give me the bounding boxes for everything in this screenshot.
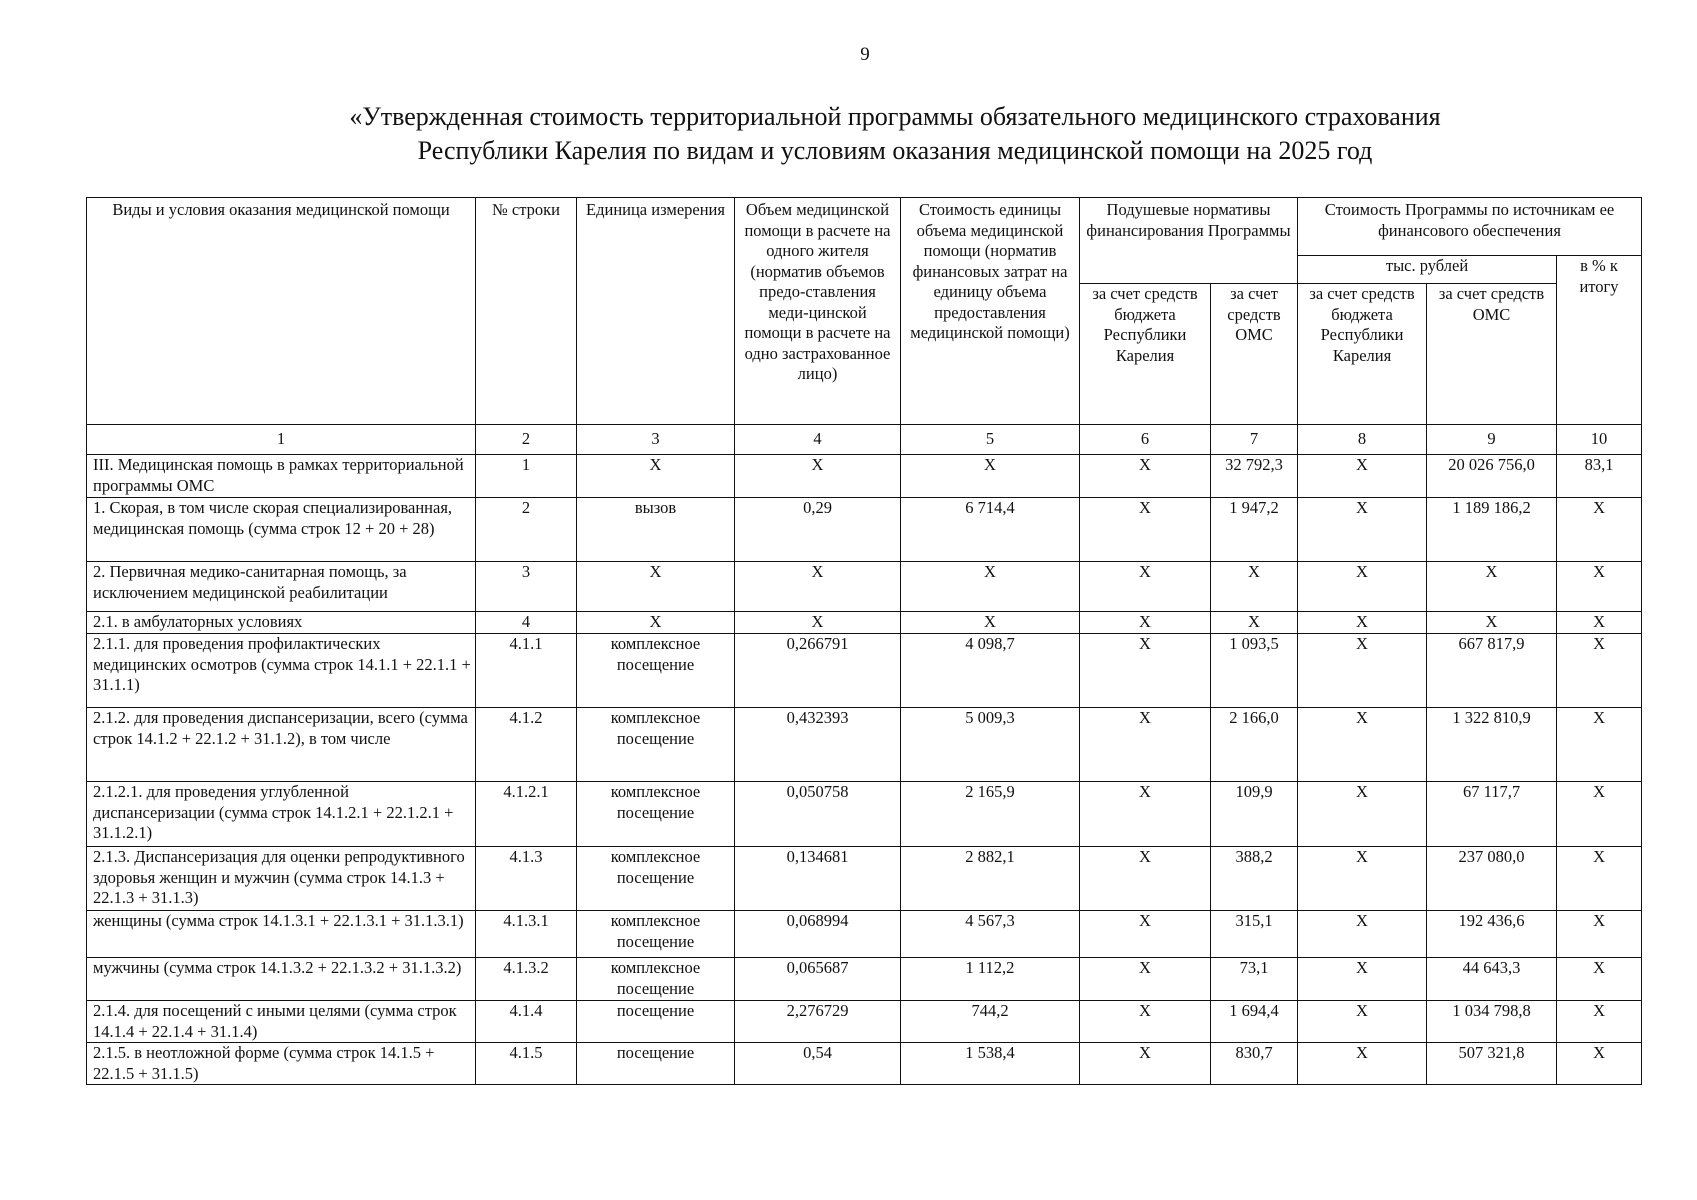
table-row bbox=[87, 708, 1642, 782]
cell-per-capita-oms: 1 694,4 bbox=[1211, 1001, 1298, 1043]
cell-unit: комплексное посещение bbox=[577, 911, 735, 958]
cell-program-budget: Х bbox=[1298, 708, 1427, 782]
cell-unit: комплексное посещение bbox=[577, 847, 735, 911]
cell-per-capita-oms: 315,1 bbox=[1211, 911, 1298, 958]
table-row bbox=[87, 612, 1642, 634]
cell-per-capita-budget: Х bbox=[1080, 847, 1211, 911]
cell-row-no: 4.1.3.1 bbox=[476, 911, 577, 958]
table-body bbox=[87, 198, 1642, 1085]
cell-unit: посещение bbox=[577, 1001, 735, 1043]
cell-per-capita-budget: Х bbox=[1080, 498, 1211, 562]
title-line-1: «Утвержденная стоимость территориальной программы обязательного медицинского страхования bbox=[349, 102, 1441, 131]
cell-unit: комплексное посещение bbox=[577, 958, 735, 1001]
cell-program-oms: 67 117,7 bbox=[1427, 782, 1557, 847]
cell-type: мужчины (сумма строк 14.1.3.2 + 22.1.3.2 + 31.1.3.2) bbox=[87, 958, 476, 1001]
cell-volume: Х bbox=[735, 455, 901, 498]
col-number: 2 bbox=[476, 425, 577, 455]
cell-program-oms: 507 321,8 bbox=[1427, 1043, 1557, 1085]
cell-per-capita-oms: 1 093,5 bbox=[1211, 634, 1298, 708]
col-number: 6 bbox=[1080, 425, 1211, 455]
header-percent: в % к итогу bbox=[1557, 256, 1642, 425]
cell-volume: 0,432393 bbox=[735, 708, 901, 782]
col-number: 1 bbox=[87, 425, 476, 455]
table-row bbox=[87, 498, 1642, 562]
cell-type: женщины (сумма строк 14.1.3.1 + 22.1.3.1 + 31.1.3.1) bbox=[87, 911, 476, 958]
cell-program-oms: 667 817,9 bbox=[1427, 634, 1557, 708]
cell-row-no: 1 bbox=[476, 455, 577, 498]
cell-unit: вызов bbox=[577, 498, 735, 562]
cell-program-oms: 1 189 186,2 bbox=[1427, 498, 1557, 562]
cell-type: 1. Скорая, в том числе скорая специализированная, медицинская помощь (сумма строк 12 + 20 + 28) bbox=[87, 498, 476, 562]
cell-per-capita-budget: Х bbox=[1080, 562, 1211, 612]
cell-program-oms: 237 080,0 bbox=[1427, 847, 1557, 911]
cell-volume: 0,050758 bbox=[735, 782, 901, 847]
header-unit-cost: Стоимость единицы объема медицинской помощи (норматив финансовых затрат на единицу объема предоставления медицинской помощи) bbox=[901, 198, 1080, 425]
cell-program-budget: Х bbox=[1298, 911, 1427, 958]
cell-program-oms: 1 322 810,9 bbox=[1427, 708, 1557, 782]
header-oms-2: за счет средств ОМС bbox=[1427, 284, 1557, 425]
cell-unit: посещение bbox=[577, 1043, 735, 1085]
cell-percent: Х bbox=[1557, 782, 1642, 847]
cell-type: 2.1.3. Диспансеризация для оценки репродуктивного здоровья женщин и мужчин (сумма строк 14.1.3 + 22.1.3 + 31.1.3) bbox=[87, 847, 476, 911]
table-row bbox=[87, 634, 1642, 708]
cell-per-capita-budget: Х bbox=[1080, 634, 1211, 708]
table-row bbox=[87, 782, 1642, 847]
cell-program-budget: Х bbox=[1298, 562, 1427, 612]
table-row bbox=[87, 1043, 1642, 1085]
header-volume: Объем медицинской помощи в расчете на одного жителя (норматив объемов предо-ставления меди-цинской помощи в расчете на одно застрахованное лицо) bbox=[735, 198, 901, 425]
cell-program-oms: 20 026 756,0 bbox=[1427, 455, 1557, 498]
cell-percent: Х bbox=[1557, 1001, 1642, 1043]
cell-per-capita-budget: Х bbox=[1080, 612, 1211, 634]
cell-type: 2.1.5. в неотложной форме (сумма строк 14.1.5 + 22.1.5 + 31.1.5) bbox=[87, 1043, 476, 1085]
cell-per-capita-oms: 73,1 bbox=[1211, 958, 1298, 1001]
cell-per-capita-budget: Х bbox=[1080, 958, 1211, 1001]
cell-unit-cost: 6 714,4 bbox=[901, 498, 1080, 562]
cell-row-no: 4 bbox=[476, 612, 577, 634]
table-row bbox=[87, 1001, 1642, 1043]
cell-row-no: 4.1.3 bbox=[476, 847, 577, 911]
cell-program-budget: Х bbox=[1298, 1001, 1427, 1043]
cell-per-capita-budget: Х bbox=[1080, 1043, 1211, 1085]
cell-row-no: 4.1.2.1 bbox=[476, 782, 577, 847]
cell-volume: 0,54 bbox=[735, 1043, 901, 1085]
cell-volume: 0,266791 bbox=[735, 634, 901, 708]
cell-type: 2.1.2.1. для проведения углубленной диспансеризации (сумма строк 14.1.2.1 + 22.1.2.1 + 31.1.2.1) bbox=[87, 782, 476, 847]
col-number: 5 bbox=[901, 425, 1080, 455]
cell-percent: Х bbox=[1557, 498, 1642, 562]
program-cost-table bbox=[86, 197, 1642, 1085]
cell-type: 2.1. в амбулаторных условиях bbox=[87, 612, 476, 634]
header-oms: за счет средств ОМС bbox=[1211, 284, 1298, 425]
cell-unit-cost: 4 098,7 bbox=[901, 634, 1080, 708]
cell-type: 2.1.1. для проведения профилактических медицинских осмотров (сумма строк 14.1.1 + 22.1.1 + 31.1.1) bbox=[87, 634, 476, 708]
cell-program-budget: Х bbox=[1298, 612, 1427, 634]
cell-program-budget: Х bbox=[1298, 958, 1427, 1001]
cell-per-capita-budget: Х bbox=[1080, 1001, 1211, 1043]
cell-volume: Х bbox=[735, 562, 901, 612]
cell-program-budget: Х bbox=[1298, 498, 1427, 562]
header-row bbox=[87, 198, 1642, 256]
cell-percent: Х bbox=[1557, 847, 1642, 911]
cell-per-capita-oms: Х bbox=[1211, 612, 1298, 634]
col-number: 4 bbox=[735, 425, 901, 455]
title-line-2: Республики Карелия по видам и условиям оказания медицинской помощи на 2025 год bbox=[417, 136, 1373, 165]
cell-percent: Х bbox=[1557, 634, 1642, 708]
cell-percent: Х bbox=[1557, 708, 1642, 782]
cell-program-budget: Х bbox=[1298, 634, 1427, 708]
header-budget-rk: за счет средств бюджета Республики Карелия bbox=[1080, 284, 1211, 425]
cell-row-no: 4.1.2 bbox=[476, 708, 577, 782]
cell-per-capita-oms: 32 792,3 bbox=[1211, 455, 1298, 498]
header-row-no: № строки bbox=[476, 198, 577, 425]
cell-unit-cost: Х bbox=[901, 455, 1080, 498]
cell-program-oms: 1 034 798,8 bbox=[1427, 1001, 1557, 1043]
cell-per-capita-budget: Х bbox=[1080, 455, 1211, 498]
cell-volume: Х bbox=[735, 612, 901, 634]
header-per-capita: Подушевые нормативы финансирования Программы bbox=[1080, 198, 1298, 284]
cell-unit-cost: 2 882,1 bbox=[901, 847, 1080, 911]
cell-row-no: 4.1.3.2 bbox=[476, 958, 577, 1001]
cell-row-no: 3 bbox=[476, 562, 577, 612]
cell-program-oms: Х bbox=[1427, 562, 1557, 612]
table-row bbox=[87, 847, 1642, 911]
cell-unit-cost: 4 567,3 bbox=[901, 911, 1080, 958]
cell-per-capita-oms: 2 166,0 bbox=[1211, 708, 1298, 782]
cell-type: 2.1.4. для посещений с иными целями (сумма строк 14.1.4 + 22.1.4 + 31.1.4) bbox=[87, 1001, 476, 1043]
table-row bbox=[87, 455, 1642, 498]
cell-unit-cost: 2 165,9 bbox=[901, 782, 1080, 847]
header-thousand-rub: тыс. рублей bbox=[1298, 256, 1557, 284]
cell-per-capita-oms: 830,7 bbox=[1211, 1043, 1298, 1085]
header-budget-rk-2: за счет средств бюджета Республики Карелия bbox=[1298, 284, 1427, 425]
cell-row-no: 4.1.4 bbox=[476, 1001, 577, 1043]
cell-per-capita-oms: 1 947,2 bbox=[1211, 498, 1298, 562]
cell-volume: 0,29 bbox=[735, 498, 901, 562]
cell-program-oms: Х bbox=[1427, 612, 1557, 634]
cell-unit: Х bbox=[577, 455, 735, 498]
document-title bbox=[0, 100, 1697, 168]
table-row bbox=[87, 911, 1642, 958]
cell-unit: Х bbox=[577, 562, 735, 612]
cell-unit: Х bbox=[577, 612, 735, 634]
cell-per-capita-budget: Х bbox=[1080, 911, 1211, 958]
cell-unit-cost: Х bbox=[901, 562, 1080, 612]
cell-percent: Х bbox=[1557, 1043, 1642, 1085]
cell-volume: 0,134681 bbox=[735, 847, 901, 911]
cell-program-oms: 44 643,3 bbox=[1427, 958, 1557, 1001]
cell-unit: комплексное посещение bbox=[577, 782, 735, 847]
col-number: 7 bbox=[1211, 425, 1298, 455]
cell-percent: Х bbox=[1557, 562, 1642, 612]
cell-type: 2.1.2. для проведения диспансеризации, всего (сумма строк 14.1.2 + 22.1.2 + 31.1.2), в том числе bbox=[87, 708, 476, 782]
cell-unit-cost: 1 112,2 bbox=[901, 958, 1080, 1001]
header-type: Виды и условия оказания медицинской помощи bbox=[87, 198, 476, 425]
cell-row-no: 2 bbox=[476, 498, 577, 562]
cell-percent: Х bbox=[1557, 612, 1642, 634]
cell-unit-cost: 744,2 bbox=[901, 1001, 1080, 1043]
cell-per-capita-oms: Х bbox=[1211, 562, 1298, 612]
column-number-row bbox=[87, 425, 1642, 455]
col-number: 3 bbox=[577, 425, 735, 455]
cell-program-budget: Х bbox=[1298, 782, 1427, 847]
table-row bbox=[87, 958, 1642, 1001]
cell-per-capita-budget: Х bbox=[1080, 708, 1211, 782]
cell-unit-cost: Х bbox=[901, 612, 1080, 634]
cell-volume: 0,065687 bbox=[735, 958, 901, 1001]
cell-percent: Х bbox=[1557, 911, 1642, 958]
cell-volume: 2,276729 bbox=[735, 1001, 901, 1043]
header-unit: Единица измерения bbox=[577, 198, 735, 425]
cell-program-budget: Х bbox=[1298, 455, 1427, 498]
cell-volume: 0,068994 bbox=[735, 911, 901, 958]
col-number: 9 bbox=[1427, 425, 1557, 455]
cell-unit: комплексное посещение bbox=[577, 634, 735, 708]
cell-program-budget: Х bbox=[1298, 847, 1427, 911]
col-number: 10 bbox=[1557, 425, 1642, 455]
header-program-cost: Стоимость Программы по источникам ее финансового обеспечения bbox=[1298, 198, 1642, 256]
cell-unit-cost: 5 009,3 bbox=[901, 708, 1080, 782]
cell-percent: 83,1 bbox=[1557, 455, 1642, 498]
cell-row-no: 4.1.1 bbox=[476, 634, 577, 708]
cell-unit: комплексное посещение bbox=[577, 708, 735, 782]
cell-program-oms: 192 436,6 bbox=[1427, 911, 1557, 958]
cell-per-capita-oms: 109,9 bbox=[1211, 782, 1298, 847]
cell-per-capita-budget: Х bbox=[1080, 782, 1211, 847]
cell-per-capita-oms: 388,2 bbox=[1211, 847, 1298, 911]
cell-program-budget: Х bbox=[1298, 1043, 1427, 1085]
col-number: 8 bbox=[1298, 425, 1427, 455]
table-row bbox=[87, 562, 1642, 612]
cell-row-no: 4.1.5 bbox=[476, 1043, 577, 1085]
cell-unit-cost: 1 538,4 bbox=[901, 1043, 1080, 1085]
cell-type: III. Медицинская помощь в рамках территориальной программы ОМС bbox=[87, 455, 476, 498]
cell-type: 2. Первичная медико-санитарная помощь, за исключением медицинской реабилитации bbox=[87, 562, 476, 612]
page-number: 9 bbox=[860, 44, 870, 65]
cell-percent: Х bbox=[1557, 958, 1642, 1001]
